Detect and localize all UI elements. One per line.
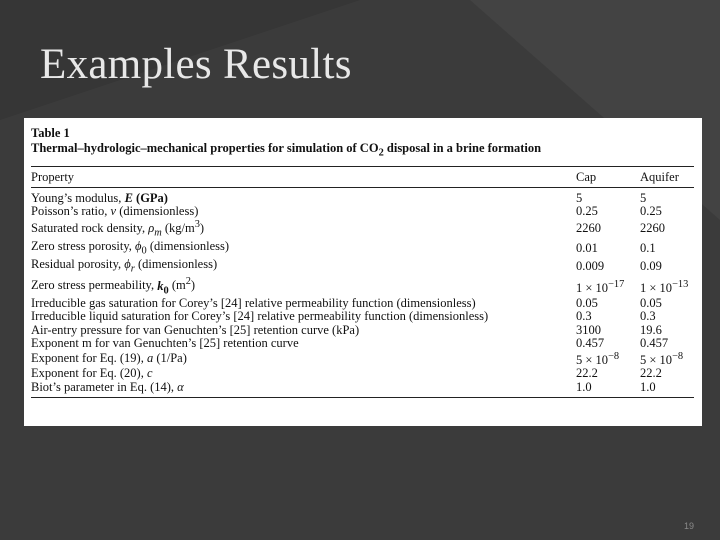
cell-aquifer: 2260 [640, 221, 665, 236]
cell-cap: 0.05 [576, 296, 598, 311]
cell-property: Young’s modulus, E (GPa) [31, 190, 168, 205]
cell-aquifer: $1 \times 10^{-13}$ [640, 278, 689, 295]
table-rule-bottom [31, 397, 694, 398]
table-row [31, 188, 694, 205]
cell-aquifer: 19.6 [640, 322, 662, 337]
cell-aquifer: 22.2 [640, 366, 662, 381]
cell-aquifer: 0.1 [640, 241, 656, 256]
cell-property: Exponent m for van Genuchten’s [25] retention curve [31, 335, 299, 350]
table-row [31, 350, 694, 367]
cell-cap: 0.25 [576, 203, 598, 218]
cell-aquifer: $5 \times 10^{-8}$ [640, 351, 684, 368]
cell-aquifer: 0.09 [640, 258, 662, 273]
cell-aquifer: 5 [640, 190, 647, 205]
cell-property: Biot’s parameter in Eq. (14), α [31, 379, 184, 394]
cell-cap: 22.2 [576, 366, 598, 381]
cell-cap: 0.01 [576, 241, 598, 256]
table-row [31, 205, 694, 218]
table-row [31, 258, 694, 276]
cell-aquifer: 0.05 [640, 296, 662, 311]
cell-cap: 1.0 [576, 379, 592, 394]
cell-property: Saturated rock density, $\rho_m$ $(kg/m^3)$ [31, 219, 205, 239]
table-row [31, 275, 694, 297]
cell-property: Air-entry pressure for van Genuchten’s [25] retention curve (kPa) [31, 322, 360, 337]
cell-cap: 0.457 [576, 335, 605, 350]
table-row [31, 324, 694, 337]
header-cap: Cap [576, 169, 597, 184]
table-row [31, 310, 694, 323]
table-row [31, 367, 694, 380]
cell-property: Poisson’s ratio, v (dimensionless) [31, 203, 199, 218]
cell-cap: 5 [576, 190, 583, 205]
cell-cap: 0.009 [576, 258, 605, 273]
properties-table [31, 167, 694, 394]
cell-aquifer: 1.0 [640, 379, 656, 394]
table-row [31, 337, 694, 350]
table-label: Table 1 [31, 126, 70, 140]
cell-aquifer: 0.25 [640, 203, 662, 218]
cell-cap: $5 \times 10^{-8}$ [576, 351, 620, 368]
properties-table-figure [24, 118, 702, 426]
slide-title: Examples Results [40, 41, 352, 88]
cell-property: Exponent for Eq. (20), c [31, 366, 153, 381]
cell-cap: 3100 [576, 322, 601, 337]
cell-aquifer: 0.3 [640, 309, 656, 324]
cell-aquifer: 0.457 [640, 335, 669, 350]
table-caption-subscript: 2 [378, 147, 384, 159]
table-caption-prefix: Thermal–hydrologic–mechanical properties for simulation of CO [31, 141, 379, 155]
cell-property: Irreducible liquid saturation for Corey’s [24] relative permeability function (dimensionless) [31, 309, 489, 324]
table-caption-suffix: disposal in a brine formation [383, 141, 542, 155]
cell-property: Exponent for Eq. (19), a (1/Pa) [31, 351, 187, 366]
cell-cap: 0.3 [576, 309, 592, 324]
table-row [31, 218, 694, 240]
table-row [31, 240, 694, 258]
header-aquifer: Aquifer [640, 169, 679, 184]
header-property: Property [31, 169, 75, 184]
cell-property: Zero stress permeability, $k_0$ $(m^2)$ [31, 276, 196, 297]
cell-cap: 2260 [576, 221, 601, 236]
table-row [31, 381, 694, 394]
table-header-row [31, 167, 694, 187]
cell-cap: $1 \times 10^{-17}$ [576, 278, 625, 295]
cell-property: Irreducible gas saturation for Corey’s [24] relative permeability function (dimensionless) [31, 296, 476, 311]
table-body [31, 188, 694, 394]
page-number: 19 [683, 521, 694, 531]
cell-property: Zero stress porosity, $\phi_0$ (dimensionless) [31, 238, 230, 257]
table-caption [31, 141, 694, 161]
cell-property: Residual porosity, $\phi_r$ (dimensionless) [31, 256, 218, 275]
